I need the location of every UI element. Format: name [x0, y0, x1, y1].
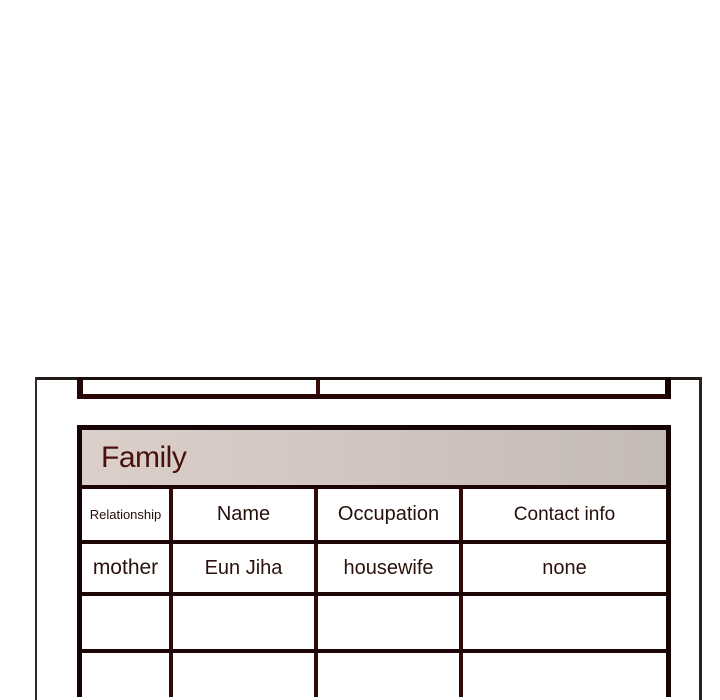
cell-contact-info	[459, 653, 666, 697]
family-table-header-row	[82, 489, 666, 544]
previous-table-column-divider	[316, 380, 320, 394]
family-header-band	[82, 430, 666, 489]
paper-right-edge	[699, 377, 702, 700]
column-header-name: Name	[169, 489, 314, 540]
previous-table-fragment	[77, 377, 671, 399]
cell-name	[169, 596, 314, 649]
cell-contact-info: none	[459, 544, 666, 592]
cell-name: Eun Jiha	[169, 544, 314, 592]
family-table	[77, 425, 671, 697]
family-table-empty-row	[82, 596, 666, 653]
cell-occupation: housewife	[314, 544, 459, 592]
column-header-occupation: Occupation	[314, 489, 459, 540]
cell-relationship	[82, 653, 169, 697]
cell-occupation	[314, 653, 459, 697]
family-table-title: Family	[101, 440, 187, 474]
cell-relationship: mother	[92, 556, 159, 579]
cell-name	[169, 653, 314, 697]
family-table-row-mother	[82, 544, 666, 596]
cell-occupation	[314, 596, 459, 649]
cell-contact-info	[459, 596, 666, 649]
column-header-relationship: Relationship	[89, 507, 162, 522]
cell-relationship	[82, 596, 169, 649]
paper-top-edge-left	[35, 377, 77, 380]
column-header-contact-info: Contact info	[459, 489, 666, 540]
paper-left-edge	[35, 377, 37, 700]
family-table-partial-row	[82, 653, 666, 697]
paper-top-edge-right	[671, 377, 702, 380]
